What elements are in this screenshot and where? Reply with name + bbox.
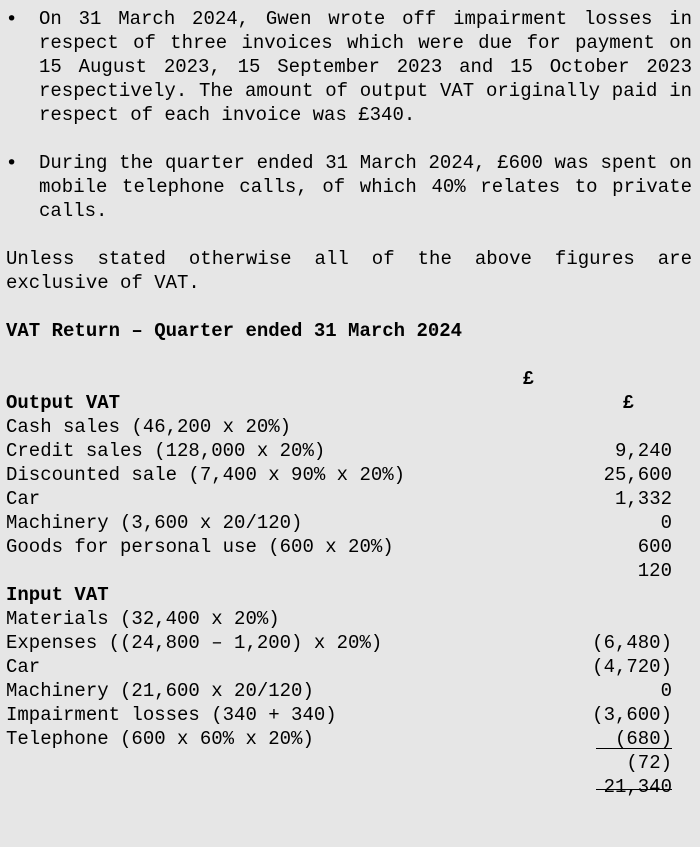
vat-note: Unless stated otherwise all of the above figures are exclusive of VAT.: [6, 248, 692, 294]
total-rule-row: [6, 775, 692, 799]
bullet-text: During the quarter ended 31 March 2024, £600 was spent on mobile telephone calls, of which 40% relates to private calls.: [39, 152, 692, 222]
row-amount: 9,240: [614, 440, 672, 462]
row-label: Cash sales (46,200 x 20%): [6, 416, 292, 438]
table-row: [6, 511, 692, 582]
document-page: [6, 7, 692, 799]
output-vat-heading: Output VAT: [6, 392, 121, 414]
subtotal-rule: [596, 748, 672, 749]
bullet-marker: •: [6, 152, 18, 174]
total-rule: [596, 789, 672, 790]
input-vat-heading: Input VAT: [6, 584, 109, 606]
row-amount: (72): [626, 752, 672, 774]
input-vat-heading-row: [6, 559, 692, 606]
row-label: Materials (32,400 x 20%): [6, 608, 280, 630]
row-label: Discounted sale (7,400 x 90% x 20%): [6, 464, 406, 486]
bullet-impairment: [6, 7, 692, 127]
row-label: Car: [6, 656, 41, 678]
row-amount: 1,332: [614, 488, 672, 510]
row-amount: 0: [660, 680, 672, 702]
row-label: Machinery (3,600 x 20/120): [6, 512, 303, 534]
column-header-2: £: [622, 392, 634, 414]
row-label: Expenses ((24,800 – 1,200) x 20%): [6, 632, 383, 654]
bullet-marker: •: [6, 8, 18, 30]
total-amount: 21,340: [603, 776, 672, 798]
row-amount: (6,480): [592, 632, 672, 654]
row-amount: 600: [637, 536, 672, 558]
bullet-text: On 31 March 2024, Gwen wrote off impairment losses in respect of three invoices which were due for payment on 15 August 2023, 15 September 2023 and 15 October 2023 respectively. The amount of output VAT originally paid in respect of each invoice was £340.: [39, 8, 692, 126]
vat-return-title: VAT Return – Quarter ended 31 March 2024: [6, 320, 463, 342]
row-label: Car: [6, 488, 41, 510]
row-label: Telephone (600 x 60% x 20%): [6, 728, 314, 750]
output-vat-heading-row: [6, 367, 692, 414]
row-label: Impairment losses (340 + 340): [6, 704, 337, 726]
row-amount: (3,600): [592, 704, 672, 726]
row-label: Credit sales (128,000 x 20%): [6, 440, 326, 462]
subtotal-rule-row: [6, 727, 692, 751]
column-header-1: £: [522, 368, 534, 390]
row-amount: (680): [614, 728, 672, 750]
row-amount: 0: [660, 512, 672, 534]
total-row: [6, 751, 692, 798]
row-amount: (4,720): [592, 656, 672, 678]
row-label: Goods for personal use (600 x 20%): [6, 536, 394, 558]
row-amount: 120: [637, 560, 672, 582]
bullet-telephone: [6, 151, 692, 223]
row-amount: 25,600: [603, 464, 672, 486]
row-label: Machinery (21,600 x 20/120): [6, 680, 314, 702]
